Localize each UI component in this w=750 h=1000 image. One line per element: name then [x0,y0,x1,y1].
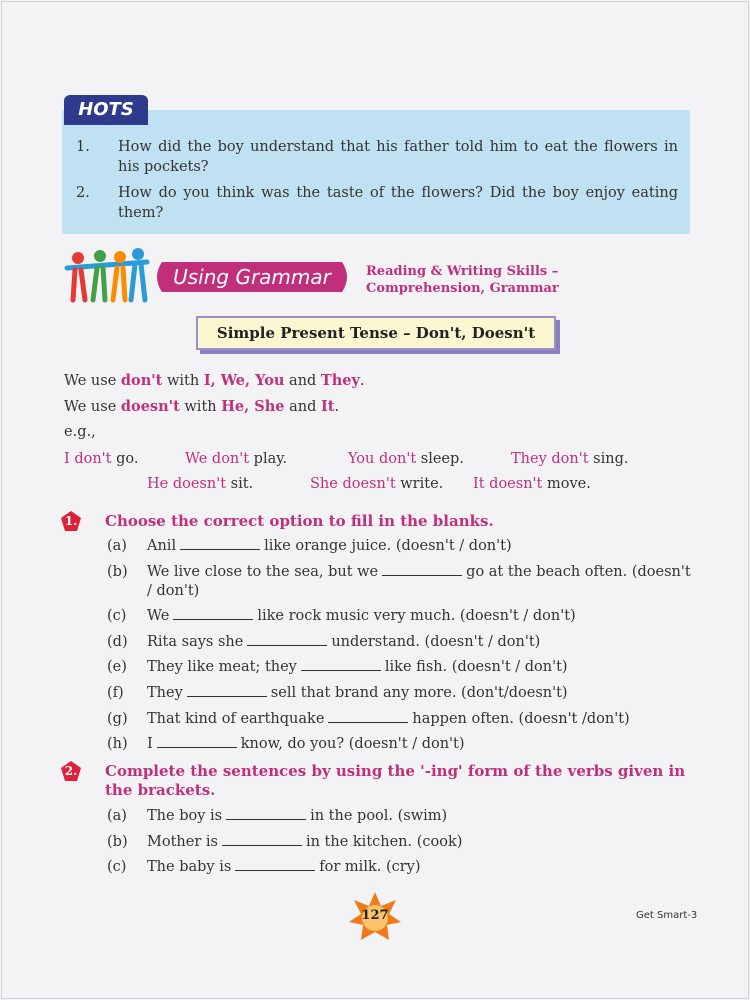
example-verb: sleep. [416,451,464,467]
example [64,451,139,467]
eg-label: e.g., [64,424,96,440]
item-letter: (b) [107,834,128,850]
example-verb: go. [111,451,139,467]
item-letter: (c) [107,859,127,875]
item-text: in the kitchen. (cook) [305,834,463,850]
fill-blank[interactable] [382,563,462,576]
item-text: The boy is [147,808,223,824]
fill-blank[interactable] [180,537,260,550]
hots-question-text: How did the boy understand that his father told him to eat the flowers in his pockets? [118,139,678,175]
hots-question-number: 2. [76,185,90,201]
example-verb: sit. [226,476,254,492]
example-subject: They don't [511,451,589,467]
rule-keyword: It [320,398,335,415]
question-2-title: Complete the sentences by using the '-ing' form of the verbs given in the brackets. [105,762,686,799]
children-holding-hands-icon [63,248,151,304]
item-text: sell that brand any more. (don't/doesn't) [270,685,568,701]
topic-heading: Simple Present Tense – Don't, Doesn't [196,316,556,350]
exercise-item [107,833,697,852]
rule-text: We use [64,373,121,389]
item-text: for milk. (cry) [319,859,421,875]
rule-doesnt [64,398,339,415]
example-subject: I don't [64,451,112,467]
item-text: Mother is [147,834,218,850]
hots-question-text: How do you think was the taste of the flowers? Did the boy enjoy eating them? [118,185,678,221]
item-letter: (d) [107,634,128,650]
item-text: like orange juice. (doesn't / don't) [264,538,512,554]
fill-blank[interactable] [222,833,302,846]
example [473,476,591,492]
hots-questions [76,137,678,229]
exercise-item [107,658,697,677]
exercise-item [107,607,697,626]
example-subject: You don't [348,451,417,467]
fill-blank[interactable] [235,858,315,871]
rule-text: and [284,373,321,389]
item-text: Anil [147,538,177,554]
rule-text: with [179,399,222,415]
skills-line-1: Reading & Writing Skills – [366,264,559,279]
item-text: The baby is [147,859,232,875]
rule-keyword: He, She [221,398,285,415]
item-text: like fish. (doesn't / don't) [384,659,568,675]
item-text: go at the beach often. (doesn't / don't) [147,564,691,599]
rule-text: . [359,373,365,389]
item-text: We [147,608,170,624]
example [185,451,287,467]
item-text: That kind of earthquake [147,711,325,727]
example-verb: play. [249,451,288,467]
item-letter: (e) [107,659,127,675]
fill-blank[interactable] [173,607,253,620]
item-letter: (f) [107,685,124,701]
exercise-item [107,807,697,826]
hots-question-number: 1. [76,139,90,155]
fill-blank[interactable] [301,658,381,671]
item-text: understand. (doesn't / don't) [331,634,541,650]
item-letter: (a) [107,808,127,824]
question-1-number: 1. [64,514,78,528]
exercise-item [107,563,697,601]
exercise-item [107,684,697,703]
example [348,451,464,467]
exercise-item [107,537,697,556]
fill-blank[interactable] [187,684,267,697]
rule-keyword: They [320,372,360,389]
fill-blank[interactable] [247,633,327,646]
item-text: know, do you? (doesn't / don't) [240,736,465,752]
example-subject: It doesn't [473,476,543,492]
example-verb: sing. [588,451,629,467]
rule-text: We use [64,399,121,415]
item-text: They [147,685,183,701]
fill-blank[interactable] [328,710,408,723]
hots-question [76,137,678,177]
fill-blank[interactable] [157,735,237,748]
item-text: in the pool. (swim) [310,808,448,824]
item-letter: (g) [107,711,128,727]
example-subject: He doesn't [147,476,227,492]
item-text: happen often. (doesn't /don't) [412,711,630,727]
example [511,451,628,467]
item-text: We live close to the sea, but we [147,564,379,580]
item-text: I [147,736,153,752]
fill-blank[interactable] [226,807,306,820]
example [310,476,443,492]
skills-label [366,263,559,297]
rule-dont [64,372,365,389]
rule-keyword: I, We, You [203,372,285,389]
question-1-title: Choose the correct option to fill in the blanks. [105,512,494,530]
item-text: Rita says she [147,634,244,650]
example [147,476,253,492]
exercise-item [107,858,697,877]
rule-text: . [334,399,340,415]
exercise-item [107,735,697,754]
exercise-item [107,710,697,729]
page-number: 127 [361,908,389,923]
item-letter: (c) [107,608,127,624]
hots-label: HOTS [64,95,148,125]
footer-book-title: Get Smart-3 [636,910,698,921]
item-letter: (a) [107,538,127,554]
question-2-number: 2. [64,764,78,778]
hots-question [76,183,678,223]
item-letter: (h) [107,736,128,752]
skills-line-2: Comprehension, Grammar [366,281,559,296]
rule-keyword: doesn't [120,398,180,415]
exercise-item [107,633,697,652]
example-subject: She doesn't [310,476,396,492]
example-subject: We don't [185,451,250,467]
example-verb: move. [542,476,591,492]
item-text: They like meat; they [147,659,297,675]
rule-text: and [284,399,321,415]
rule-keyword: don't [120,372,163,389]
item-text: like rock music very much. (doesn't / don't) [257,608,576,624]
item-letter: (b) [107,564,128,580]
using-grammar-title: Using Grammar [173,265,331,289]
rule-text: with [162,373,204,389]
example-verb: write. [395,476,444,492]
